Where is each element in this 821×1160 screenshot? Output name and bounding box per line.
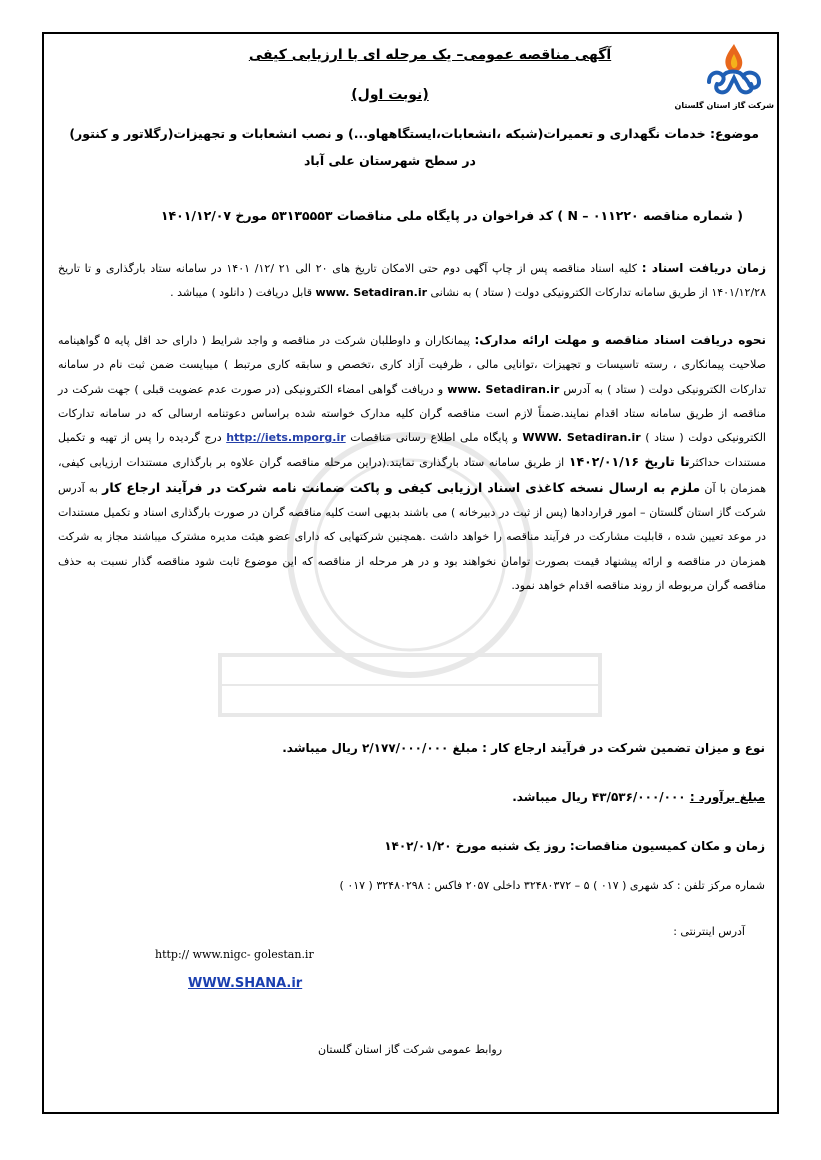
website-link-shana[interactable]: WWW.SHANA.ir xyxy=(188,976,303,991)
tender-number: ( شماره مناقصه N – ۰۱۱۲۲۰ ) کد فراخوان در پایگاه ملی مناقصات ۵۳۱۳۵۵۵۳ مورخ ۱۴۰۱/۱۲/۰۷ xyxy=(160,208,743,223)
setadiran-link-2[interactable]: www. Setadiran.ir xyxy=(447,382,560,396)
submission-text-f: به آدرس شرکت گاز استان گلستان – امور قراردادها (پس از ثبت در دبیرخانه ) می باشند بدیهی است کلیه مناقصه گران در صورت بارگذاری اسناد و تکمیل مستندات در موعد تعیین شده ، قابلیت مشارکت در فرآیند مناقصه را خواهد داشت .همچنین شرکتهایی که دارای عضو هیئت مدیره مشترک میباشند مجاز به شرکت همزمان در مناقصه و ارائه پیشنهاد قیمت بصورت توامان نخواهند بود و در هر مرحله از مناقصه که این موضوع ثابت شود مناقصه گذار نسبت به حذف مناقصه گران مربوطه از روند مناقصه اقدام خواهد نمود. xyxy=(58,481,766,592)
address-label: آدرس اینترنتی : xyxy=(673,925,745,938)
submission-heading: نحوه دریافت اسناد مناقصه و مهلت ارائه مدارک: xyxy=(474,333,766,347)
estimate-line xyxy=(512,791,765,803)
submission-deadline: تا تاریخ ۱۴۰۲/۰۱/۱۶ xyxy=(568,454,690,470)
company-logo xyxy=(674,40,774,120)
notice-title: آگهی مناقصه عمومی– یک مرحله ای با ارزیابی کیفی xyxy=(248,47,612,63)
documents-receipt-paragraph xyxy=(58,256,766,306)
logo-caption: شرکت گاز استان گلستان xyxy=(674,101,774,110)
estimate-value: ۴۳/۵۳۶/۰۰۰/۰۰۰ ریال میباشد. xyxy=(512,790,690,804)
documents-receipt-text-b: قابل دریافت ( دانلود ) میباشد . xyxy=(170,286,316,300)
guarantee-amount: نوع و میزان تضمین شرکت در فرآیند ارجاع کار : مبلغ ۲/۱۷۷/۰۰۰/۰۰۰ ریال میباشد. xyxy=(282,741,765,755)
setadiran-link-3[interactable]: WWW. Setadiran.ir xyxy=(522,431,641,445)
submission-text-b: و دریافت گواهی امضاء الکترونیکی (در صورت عدم عضویت قبلی ) جهت شرکت در مناقصه از طریق سامانه ستاد اقدام نمایند.ضمناً لازم است مناقصه گران کلیه مدارک خواسته شده براساس دعوتنامه ارسالی که در سامانه تدارکات الکترونیکی دولت ( ستاد ) xyxy=(58,382,766,445)
phone-info: شماره مرکز تلفن : کد شهری ( ۰۱۷ ) ۵ – ۳۲۴۸۰۳۷۲ داخلی ۲۰۵۷ فاکس : ۳۲۴۸۰۲۹۸ ( ۰۱۷ ) xyxy=(339,879,765,892)
submission-paragraph xyxy=(58,328,766,598)
submission-text-e: از طریق سامانه ستاد بارگذاری نمایند.(دراین مرحله مناقصه گران علاوه بر بارگذاری مستندات ارزیابی کیفی، همزمان با آن xyxy=(58,456,767,495)
submission-text-c: و پایگاه ملی اطلاع رسانی مناقصات xyxy=(345,431,523,445)
submission-text-a: پیمانکاران و داوطلبان شرکت در مناقصه و واجد شرایط ( دارای حد اقل پایه ۵ گواهینامه صلاحیت پیمانکاری ، رسته تاسیسات و تجهیزات ،توانایی مالی ، ظرفیت آزاد کاری ،تخصص و سابقه کاری مرتبط ) میبایست ضمن ثبت نام در سامانه تدارکات الکترونیکی دولت ( ستاد ) به آدرس xyxy=(58,334,766,396)
commission-date: زمان و مکان کمیسیون مناقصات: روز یک شنبه مورخ ۱۴۰۲/۰۱/۲۰ xyxy=(384,839,765,853)
gas-flame-logo-icon xyxy=(703,40,765,100)
subject-line-1: موضوع: خدمات نگهداری و تعمیرات(شبکه ،انشعابات،ایستگاههاو...) و نصب انشعابات و تجهیزات(رگلاتور و کنتور) xyxy=(69,126,759,141)
iets-link[interactable]: http://iets.mporg.ir xyxy=(226,431,346,445)
submission-bold-requirement: ملزم به ارسال نسخه کاغذی اسناد ارزیابی کیفی و پاکت ضمانت نامه شرکت در فرآیند ارجاع کار xyxy=(102,479,701,495)
notice-round: (نوبت اول) xyxy=(351,87,429,103)
setadiran-link[interactable]: www. Setadiran.ir xyxy=(315,286,428,300)
footer-public-relations: روابط عمومی شرکت گاز استان گلستان xyxy=(317,1043,503,1056)
documents-receipt-text-a: کلیه اسناد مناقصه پس از چاپ آگهی دوم حتی الامکان تاریخ های ۲۰ الی ۲۱ /۱۲/ ۱۴۰۱ در سامانه ستاد بارگذاری و تا تاریخ ۱۴۰۱/۱۲/۲۸ از طریق سامانه تدارکات الکترونیکی دولت ( ستاد ) به نشانی xyxy=(58,262,766,300)
documents-receipt-heading: زمان دریافت اسناد : xyxy=(641,261,767,275)
subject-line-2: در سطح شهرستان علی آباد xyxy=(304,153,476,168)
website-link-nigc[interactable]: http:// www.nigc- golestan.ir xyxy=(155,948,314,961)
estimate-label: مبلغ برآورد : xyxy=(689,790,765,804)
submission-text-d: درج گردیده را پس از تهیه و تکمیل مستندات حداکثر xyxy=(58,431,766,470)
